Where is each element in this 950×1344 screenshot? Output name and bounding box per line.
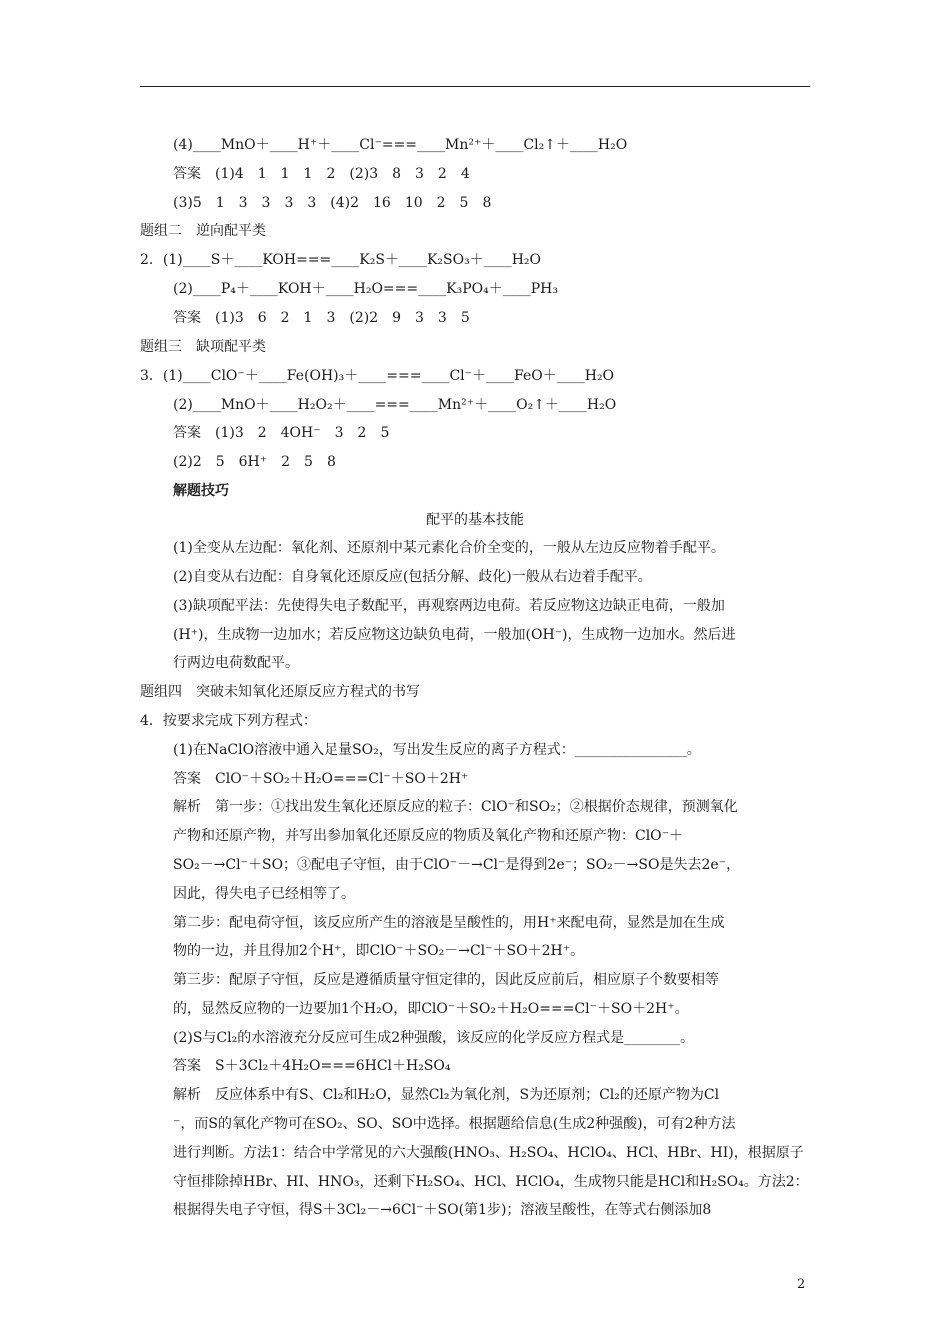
question-3-part-1: 3．(1)____ClO⁻＋____Fe(OH)₃＋____===____Cl⁻＋____FeO＋____H₂O xyxy=(140,368,615,384)
tips-heading: 解题技巧 xyxy=(173,483,229,499)
tip-line: (H⁺)，生成物一边加水；若反应物这边缺负电荷，一般加(OH⁻)，生成物一边加水。然后进 xyxy=(173,627,736,643)
analysis-line: 守恒排除掉HBr、HI、HNO₃，还剩下H₂SO₄、HCl、HClO₄，生成物只能是HCl和H₂SO₄。方法2： xyxy=(173,1174,809,1190)
analysis-line: 进行判断。方法1：结合中学常见的六大强酸(HNO₃、H₂SO₄、HClO₄、HCl、HBr、HI)，根据原子 xyxy=(173,1145,804,1161)
tip-line: (2)自变从右边配：自身氧化还原反应(包括分解、歧化)一般从右边着手配平。 xyxy=(173,569,652,585)
tip-line: (3)缺项配平法：先使得失电子数配平，再观察两边电荷。若反应物这边缺正电荷，一般加 xyxy=(173,598,725,614)
question-4-part-2: (2)S与Cl₂的水溶液充分反应可生成2种强酸，该反应的化学反应方程式是________。 xyxy=(173,1030,695,1046)
analysis-line: 解析 反应体系中有S、Cl₂和H₂O，显然Cl₂为氧化剂，S为还原剂；Cl₂的还原产物为Cl xyxy=(173,1087,720,1103)
question-4-stem: 4．按要求完成下列方程式： xyxy=(140,713,317,729)
analysis-line: 物的一边，并且得加2个H⁺，即ClO⁻＋SO₂－→Cl⁻＋SO＋2H⁺。 xyxy=(173,943,585,959)
analysis-line: SO₂－→Cl⁻＋SO；③配电子守恒，由于ClO⁻－→Cl⁻是得到2e⁻；SO₂－→SO是失去2e⁻， xyxy=(173,857,741,873)
tips-title: 配平的基本技能 xyxy=(426,512,524,528)
answer-line: 答案 (1)3 6 2 1 3 (2)2 9 3 3 5 xyxy=(173,310,470,326)
analysis-line: 解析 第一步：①找出发生氧化还原反应的粒子：ClO⁻和SO₂；②根据价态规律，预测氧化 xyxy=(173,799,738,815)
question-4-part-1: (1)在NaClO溶液中通入足量SO₂，写出发生反应的离子方程式：________________。 xyxy=(173,742,701,758)
group-heading: 题组三 缺项配平类 xyxy=(140,339,266,355)
tip-line: (1)全变从左边配：氧化剂、还原剂中某元素化合价全变的，一般从左边反应物着手配平。 xyxy=(173,540,725,556)
analysis-line: 的，显然反应物的一边要加1个H₂O，即ClO⁻＋SO₂＋H₂O===Cl⁻＋SO＋2H⁺。 xyxy=(173,1001,689,1017)
group-heading: 题组四 突破未知氧化还原反应方程式的书写 xyxy=(140,684,420,700)
answer-line: 答案 (1)4 1 1 1 2 (2)3 8 3 2 4 xyxy=(173,166,470,182)
analysis-line: 根据得失电子守恒，得S＋3Cl₂－→6Cl⁻＋SO(第1步)；溶液呈酸性，在等式右侧添加8 xyxy=(173,1202,712,1218)
question-2-part-2: (2)____P₄＋____KOH＋____H₂O===____K₃PO₄＋____PH₃ xyxy=(173,281,558,297)
analysis-line: ⁻，而S的氧化产物可在SO₂、SO、SO中选择。根据题给信息(生成2种强酸)，可有2种方法 xyxy=(173,1116,736,1132)
analysis-line: 产物和还原产物，并写出参加氧化还原反应的物质及氧化产物和还原产物：ClO⁻＋ xyxy=(173,828,684,844)
page-number: 2 xyxy=(797,1277,806,1292)
answer-line: (2)2 5 6H⁺ 2 5 8 xyxy=(173,454,336,470)
answer-line: 答案 S＋3Cl₂＋4H₂O===6HCl＋H₂SO₄ xyxy=(173,1058,451,1074)
equation-4-blank: (4)____MnO＋____H⁺＋____Cl⁻===____Mn²⁺＋____Cl₂↑＋____H₂O xyxy=(173,137,628,153)
answer-line: (3)5 1 3 3 3 3 (4)2 16 10 2 5 8 xyxy=(173,195,492,211)
header-rule xyxy=(140,86,810,87)
answer-line: 答案 ClO⁻＋SO₂＋H₂O===Cl⁻＋SO＋2H⁺ xyxy=(173,771,469,787)
analysis-line: 第三步：配原子守恒，反应是遵循质量守恒定律的，因此反应前后，相应原子个数要相等 xyxy=(173,972,719,988)
tip-line: 行两边电荷数配平。 xyxy=(173,655,299,671)
answer-line: 答案 (1)3 2 4OH⁻ 3 2 5 xyxy=(173,425,390,441)
question-2-part-1: 2．(1)____S＋____KOH===____K₂S＋____K₂SO₃＋____H₂O xyxy=(140,252,542,268)
question-3-part-2: (2)____MnO＋____H₂O₂＋____===____Mn²⁺＋____O₂↑＋____H₂O xyxy=(173,397,617,413)
group-heading: 题组二 逆向配平类 xyxy=(140,223,266,239)
analysis-line: 第二步：配电荷守恒，该反应所产生的溶液是呈酸性的，用H⁺来配电荷，显然是加在生成 xyxy=(173,915,725,931)
analysis-line: 因此，得失电子已经相等了。 xyxy=(173,886,355,902)
